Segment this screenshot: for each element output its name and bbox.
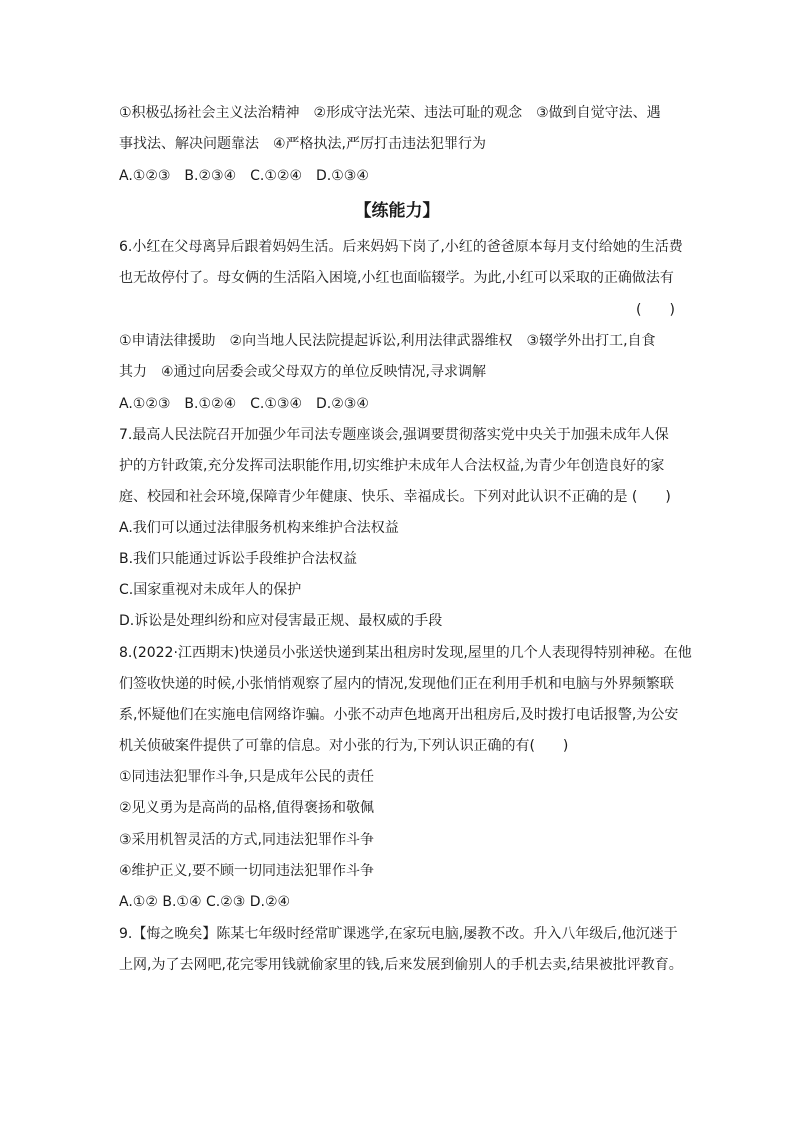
q7-option-c: C.国家重视对未成年人的保护	[119, 582, 302, 598]
q5-options: A.①②③ B.②③④ C.①②④ D.①③④	[119, 168, 369, 184]
q8-stem-line-1: 8.(2022·江西期末)快递员小张送快递到某出租房时发现,屋里的几个人表现得特别神秘。在他	[119, 645, 692, 661]
q6-answer-bracket: ( )	[636, 302, 675, 318]
q8-item-4: ④维护正义,要不顾一切同违法犯罪作斗争	[119, 863, 374, 879]
q8-stem-line-3: 系,怀疑他们在实施电信网络诈骗。小张不动声色地离开出租房后,及时拨打电话报警,为公安	[119, 707, 679, 723]
q8-stem-line-4: 机关侦破案件提供了可靠的信息。对小张的行为,下列认识正确的有( )	[119, 738, 569, 754]
q5-item-line-1: ①积极弘扬社会主义法治精神 ②形成守法光荣、违法可耻的观念 ③做到自觉守法、遇	[119, 105, 661, 121]
q7-stem-line-1: 7.最高人民法院召开加强少年司法专题座谈会,强调要贯彻落实党中央关于加强未成年人保	[119, 427, 669, 443]
q8-item-1: ①同违法犯罪作斗争,只是成年公民的责任	[119, 769, 374, 785]
q7-option-b: B.我们只能通过诉讼手段维护合法权益	[119, 551, 358, 567]
q8-options: A.①② B.①④ C.②③ D.②④	[119, 894, 291, 910]
q5-item-line-2: 事找法、解决问题靠法 ④严格执法,严厉打击违法犯罪行为	[119, 136, 486, 152]
q7-stem-line-3: 庭、校园和社会环境,保障青少年健康、快乐、幸福成长。下列对此认识不正确的是 ( )	[119, 489, 671, 505]
q9-stem-line-2: 上网,为了去网吧,花完零用钱就偷家里的钱,后来发展到偷别人的手机去卖,结果被批评教育。	[119, 957, 683, 973]
q6-item-line-2: 其力 ④通过向居委会或父母双方的单位反映情况,寻求调解	[119, 364, 486, 380]
q6-options: A.①②③ B.①②④ C.①③④ D.②③④	[119, 396, 369, 412]
q7-stem-line-2: 护的方针政策,充分发挥司法职能作用,切实维护未成年人合法权益,为青少年创造良好的家	[119, 458, 665, 474]
q7-option-a: A.我们可以通过法律服务机构来维护合法权益	[119, 520, 399, 536]
q6-item-line-1: ①申请法律援助 ②向当地人民法院提起诉讼,利用法律武器维权 ③辍学外出打工,自食	[119, 333, 656, 349]
q8-stem-line-2: 们签收快递的时候,小张悄悄观察了屋内的情况,发现他们正在利用手机和电脑与外界频繁联	[119, 676, 674, 692]
q9-stem-line-1: 9.【悔之晚矣】陈某七年级时经常旷课逃学,在家玩电脑,屡教不改。升入八年级后,他沉迷于	[119, 926, 678, 942]
q8-item-3: ③采用机智灵活的方式,同违法犯罪作斗争	[119, 832, 374, 848]
q6-stem-line-2: 也无故停付了。母女俩的生活陷入困境,小红也面临辍学。为此,小红可以采取的正确做法有	[119, 270, 674, 286]
q6-stem-line-1: 6.小红在父母离异后跟着妈妈生活。后来妈妈下岗了,小红的爸爸原本每月支付给她的生活费	[119, 239, 683, 255]
section-title: 【练能力】	[354, 201, 440, 221]
q7-option-d: D.诉讼是处理纠纷和应对侵害最正规、最权威的手段	[119, 613, 443, 629]
q8-item-2: ②见义勇为是高尚的品格,值得褒扬和敬佩	[119, 800, 374, 816]
